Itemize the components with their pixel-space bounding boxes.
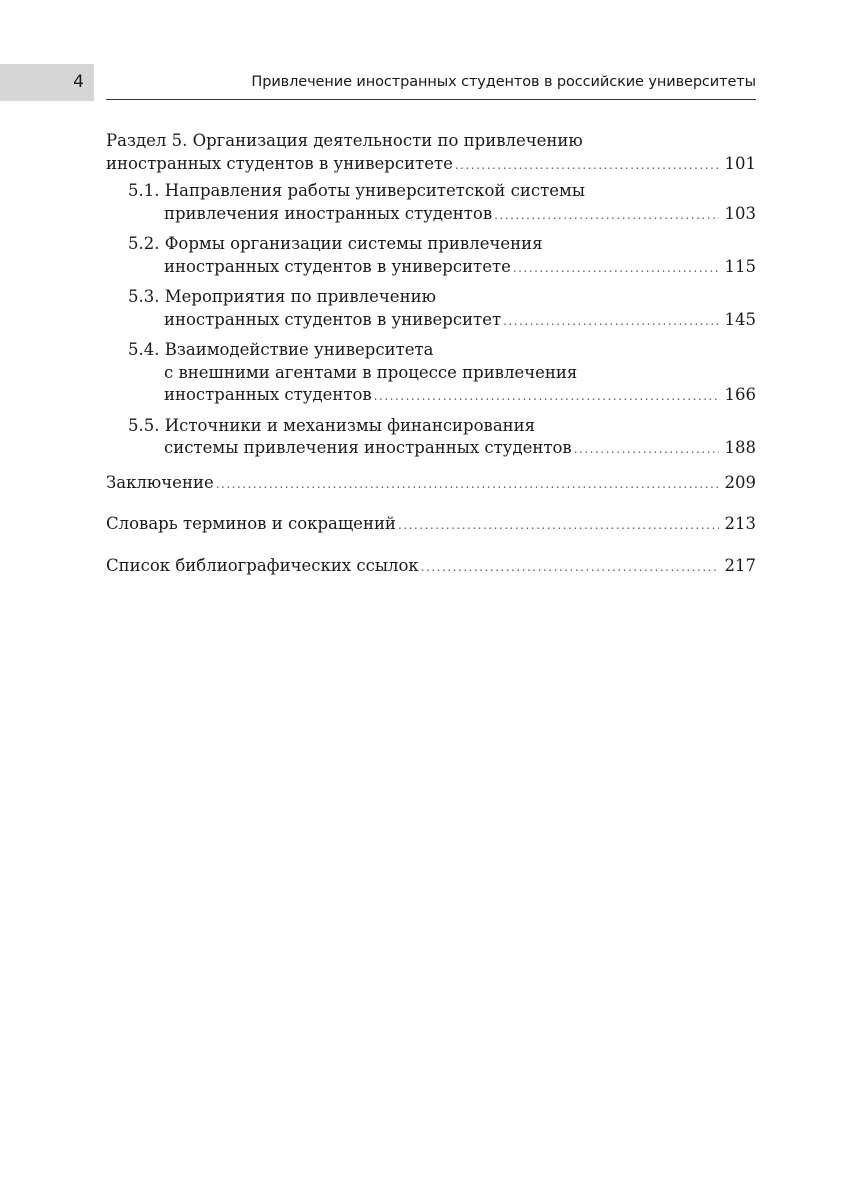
- toc-page-number: 188: [724, 438, 756, 457]
- toc-entry-text: 5.1. Направления работы университетской системы: [128, 181, 585, 200]
- page-number-box: [0, 64, 94, 101]
- toc-entry-text: иностранных студентов в университете: [106, 153, 453, 173]
- toc-entry-5-3[interactable]: [106, 286, 756, 332]
- toc-entry-section-5[interactable]: [106, 130, 756, 176]
- toc-page-number: 145: [724, 309, 756, 329]
- toc-entry-text: иностранных студентов: [164, 385, 372, 404]
- page-number: 4: [73, 72, 84, 92]
- toc-entry-text: привлечения иностранных студентов: [164, 203, 493, 223]
- dot-leader: [374, 385, 719, 408]
- toc-entry-bibliography[interactable]: [106, 555, 756, 579]
- toc-entry-5-4[interactable]: [106, 339, 756, 408]
- toc-entry-text: 5.3. Мероприятия по привлечению: [128, 287, 436, 306]
- running-title: Привлечение иностранных студентов в российские университеты: [251, 74, 756, 90]
- toc-entry-text: Раздел 5. Организация деятельности по привлечению: [106, 131, 583, 150]
- toc-entry-conclusion[interactable]: [106, 472, 756, 496]
- dot-leader: [455, 154, 719, 177]
- dot-leader: [398, 514, 719, 537]
- dot-leader: [574, 438, 719, 461]
- toc-page-number: 213: [724, 514, 756, 533]
- toc-page-number: 115: [724, 256, 756, 276]
- dot-leader: [216, 473, 719, 496]
- dot-leader: [503, 310, 718, 333]
- toc-entry-text: 5.5. Источники и механизмы финансирования: [128, 415, 536, 435]
- toc-page-number: 101: [724, 153, 756, 173]
- toc-page-number: 103: [724, 203, 756, 223]
- toc-page-number: 209: [724, 472, 756, 492]
- toc-entry-text: Словарь терминов и сокращений: [106, 514, 396, 533]
- dot-leader: [421, 556, 719, 579]
- toc-page-number: 217: [724, 555, 756, 575]
- toc-entry-text: 5.4. Взаимодействие университета: [128, 340, 434, 359]
- header-rule: [106, 99, 756, 100]
- toc-entry-text: 5.2. Формы организации системы привлечения: [128, 234, 543, 253]
- toc-entry-text: иностранных студентов в университете: [164, 256, 511, 276]
- toc-entry-5-2[interactable]: [106, 233, 756, 279]
- toc-entry-text: системы привлечения иностранных студентов: [164, 438, 572, 457]
- table-of-contents: [106, 130, 756, 578]
- toc-entry-text: Заключение: [106, 472, 214, 492]
- toc-entry-5-5[interactable]: [106, 415, 756, 461]
- toc-entry-text: Список библиографических ссылок: [106, 555, 419, 575]
- toc-page-number: 166: [724, 385, 756, 404]
- dot-leader: [494, 204, 718, 227]
- toc-entry-text: иностранных студентов в университет: [164, 309, 502, 329]
- dot-leader: [513, 257, 719, 280]
- toc-entry-glossary[interactable]: [106, 513, 756, 537]
- toc-entry-5-1[interactable]: [106, 180, 756, 226]
- toc-entry-text: с внешними агентами в процессе привлечения: [164, 362, 578, 382]
